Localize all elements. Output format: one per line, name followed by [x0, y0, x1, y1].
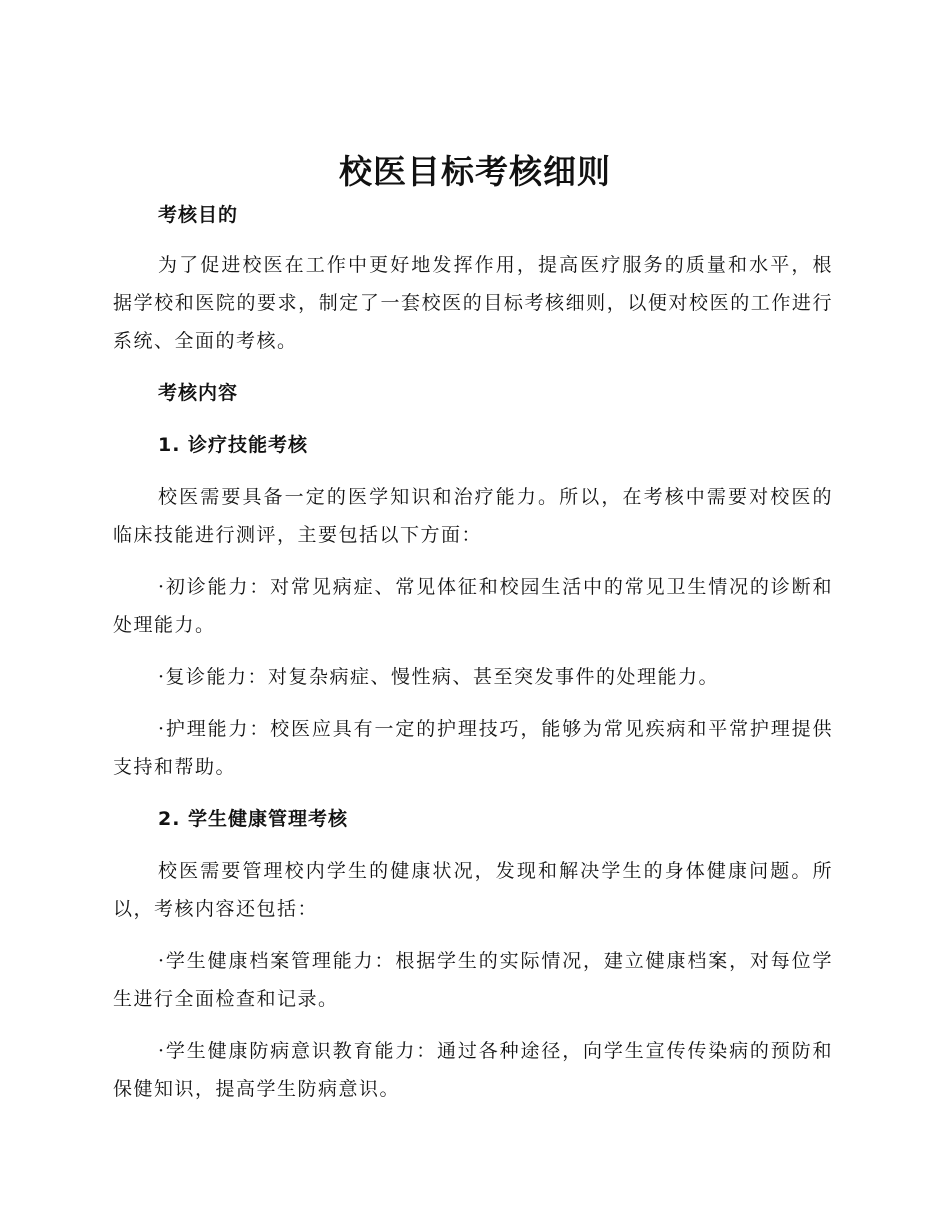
document-title: 校医目标考核细则 — [339, 152, 611, 191]
item1-bullet-followup: ·复诊能力：对复杂病症、慢性病、甚至突发事件的处理能力。 — [158, 666, 720, 688]
section-heading-content: 考核内容 — [158, 382, 239, 404]
item2-bullet-education: ·学生健康防病意识教育能力：通过各种途径，向学生宣传传染病的预防和保健知识，提高学生防病意识。 — [113, 1040, 833, 1100]
section-heading-purpose: 考核目的 — [158, 204, 239, 226]
item1-heading: 1. 诊疗技能考核 — [158, 434, 309, 456]
item1-bullet-diagnosis: ·初诊能力：对常见病症、常见体征和校园生活中的常见卫生情况的诊断和处理能力。 — [113, 576, 833, 636]
document-body — [113, 196, 833, 1108]
item2-bullet-records: ·学生健康档案管理能力：根据学生的实际情况，建立健康档案，对每位学生进行全面检查和记录。 — [113, 950, 833, 1010]
purpose-paragraph: 为了促进校医在工作中更好地发挥作用，提高医疗服务的质量和水平，根据学校和医院的要求，制定了一套校医的目标考核细则，以便对校医的工作进行系统、全面的考核。 — [113, 254, 833, 352]
item1-intro-paragraph: 校医需要具备一定的医学知识和治疗能力。所以，在考核中需要对校医的临床技能进行测评，主要包括以下方面： — [113, 486, 833, 546]
item2-heading: 2. 学生健康管理考核 — [158, 808, 349, 830]
item2-intro-paragraph: 校医需要管理校内学生的健康状况，发现和解决学生的身体健康问题。所以，考核内容还包括： — [113, 860, 833, 920]
item1-bullet-nursing: ·护理能力：校医应具有一定的护理技巧，能够为常见疾病和平常护理提供支持和帮助。 — [113, 718, 833, 778]
